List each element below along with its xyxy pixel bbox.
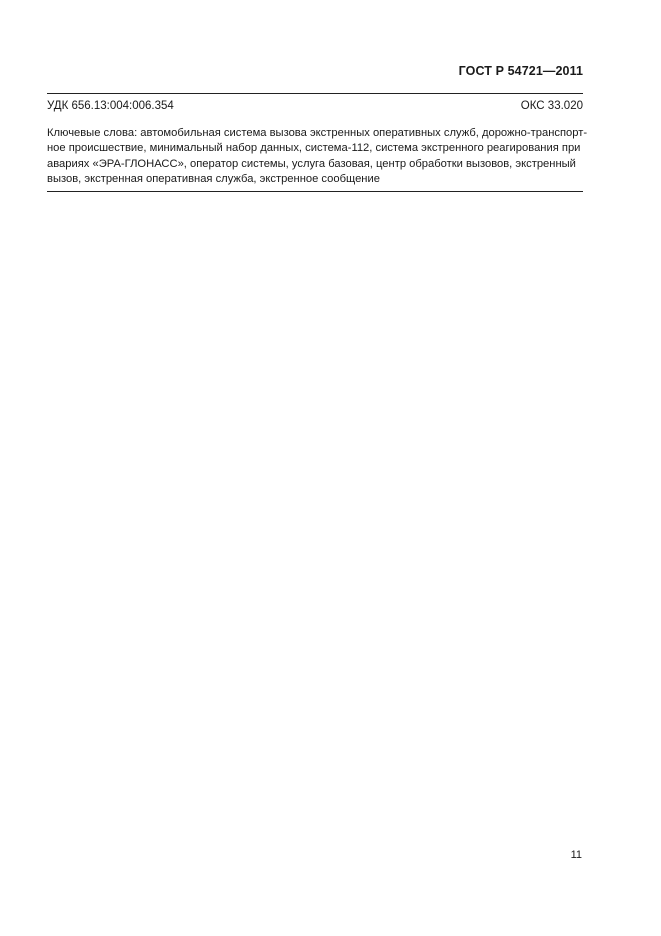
udk-code: УДК 656.13:004:006.354 <box>47 100 174 112</box>
bottom-divider <box>47 191 583 192</box>
page-number: 11 <box>570 849 582 861</box>
keywords-line: вызов, экстренная оперативная служба, экстренное сообщение <box>47 172 380 185</box>
keywords-line: ное происшествие, минимальный набор данных, система-112, система экстренного реагирования при <box>47 142 581 155</box>
oks-code: ОКС 33.020 <box>520 100 583 112</box>
top-divider <box>47 93 583 94</box>
standard-id-header: ГОСТ Р 54721—2011 <box>458 64 583 78</box>
keywords-line: Ключевые слова: автомобильная система вызова экстренных оперативных служб, дорожно-транспорт- <box>47 127 588 139</box>
keywords-paragraph <box>47 126 587 187</box>
keywords-line: авариях «ЭРА-ГЛОНАСС», оператор системы, услуга базовая, центр обработки вызовов, экстренный <box>47 157 576 170</box>
classification-row <box>47 100 583 112</box>
